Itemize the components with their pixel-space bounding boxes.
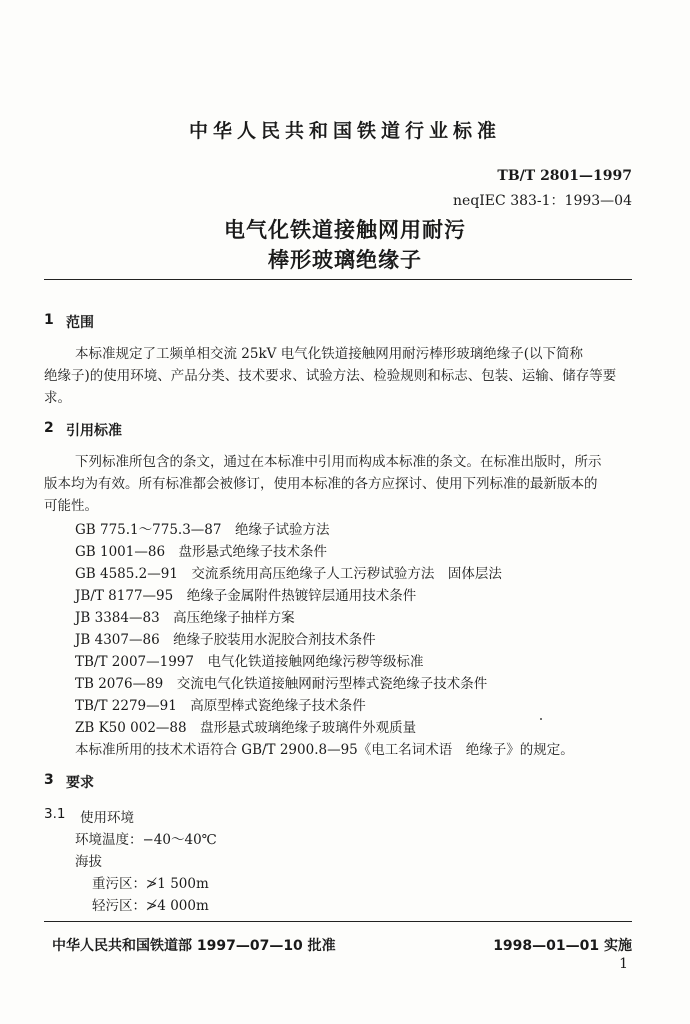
section-1-text: 本标准规定了工频单相交流 25kV 电气化铁道接触网用耐污棒形玻璃绝缘子(以下简称: [75, 346, 583, 362]
reference-item: TB/T 2279—91 高原型棒式瓷绝缘子技术条件: [75, 698, 366, 714]
title-divider: [44, 279, 632, 280]
light-pollution-altitude: 轻污区：≯4 000m: [92, 898, 209, 914]
reference-item: GB 1001—86 盘形悬式绝缘子技术条件: [75, 544, 328, 560]
section-3-heading: 要求: [66, 775, 94, 791]
reference-item: ZB K50 002—88 盘形悬式玻璃绝缘子玻璃件外观质量: [75, 720, 417, 736]
ambient-temperature: 环境温度：−40～40℃: [75, 832, 217, 848]
section-2-text: 版本均为有效。所有标准都会被修订，使用本标准的各方应探讨、使用下列标准的最新版本的: [44, 476, 598, 492]
section-2-closing: 本标准所用的技术术语符合 GB/T 2900.8—95《电工名词术语 绝缘子》的规定。: [75, 742, 574, 758]
doc-title-line2: 棒形玻璃绝缘子: [268, 248, 422, 272]
reference-item: GB 775.1～775.3—87 绝缘子试验方法: [75, 522, 330, 538]
standard-code: TB/T 2801—1997: [497, 168, 632, 184]
page-number: 1: [619, 956, 628, 972]
reference-item: JB 3384—83 高压绝缘子抽样方案: [75, 610, 295, 626]
section-2-text: 可能性。: [44, 498, 98, 514]
org-title: 中华人民共和国铁道行业标准: [188, 120, 501, 142]
subsection-3-1-number: 3.1: [44, 806, 66, 822]
equivalent-standard: neqIEC 383-1：1993—04: [453, 193, 632, 209]
scan-speck: [540, 718, 542, 720]
section-3-number: 3: [44, 772, 54, 788]
altitude-label: 海拔: [75, 854, 102, 870]
section-1-number: 1: [44, 312, 54, 328]
reference-item: GB 4585.2—91 交流系统用高压绝缘子人工污秽试验方法 固体层法: [75, 566, 502, 582]
section-1-text: 求。: [44, 390, 71, 406]
doc-title-line1: 电气化铁道接触网用耐污: [224, 218, 466, 242]
section-2-number: 2: [44, 420, 54, 436]
reference-item: JB 4307—86 绝缘子胶装用水泥胶合剂技术条件: [75, 632, 376, 648]
reference-item: TB/T 2007—1997 电气化铁道接触网绝缘污秽等级标准: [75, 654, 424, 670]
footer-divider: [44, 921, 632, 922]
reference-item: TB 2076—89 交流电气化铁道接触网耐污型棒式瓷绝缘子技术条件: [75, 676, 488, 692]
reference-item: JB/T 8177—95 绝缘子金属附件热镀锌层通用技术条件: [75, 588, 417, 604]
effective-date: 1998—01—01 实施: [493, 938, 632, 954]
section-1-heading: 范围: [66, 315, 94, 331]
subsection-3-1-heading: 使用环境: [80, 810, 134, 826]
section-2-heading: 引用标准: [66, 423, 122, 439]
issue-info: 中华人民共和国铁道部 1997—07—10 批准: [52, 938, 336, 954]
heavy-pollution-altitude: 重污区：≯1 500m: [92, 876, 209, 892]
section-2-text: 下列标准所包含的条文，通过在本标准中引用而构成本标准的条文。在标准出版时，所示: [75, 454, 602, 470]
section-1-text: 绝缘子)的使用环境、产品分类、技术要求、试验方法、检验规则和标志、包装、运输、储存等要: [44, 368, 617, 384]
